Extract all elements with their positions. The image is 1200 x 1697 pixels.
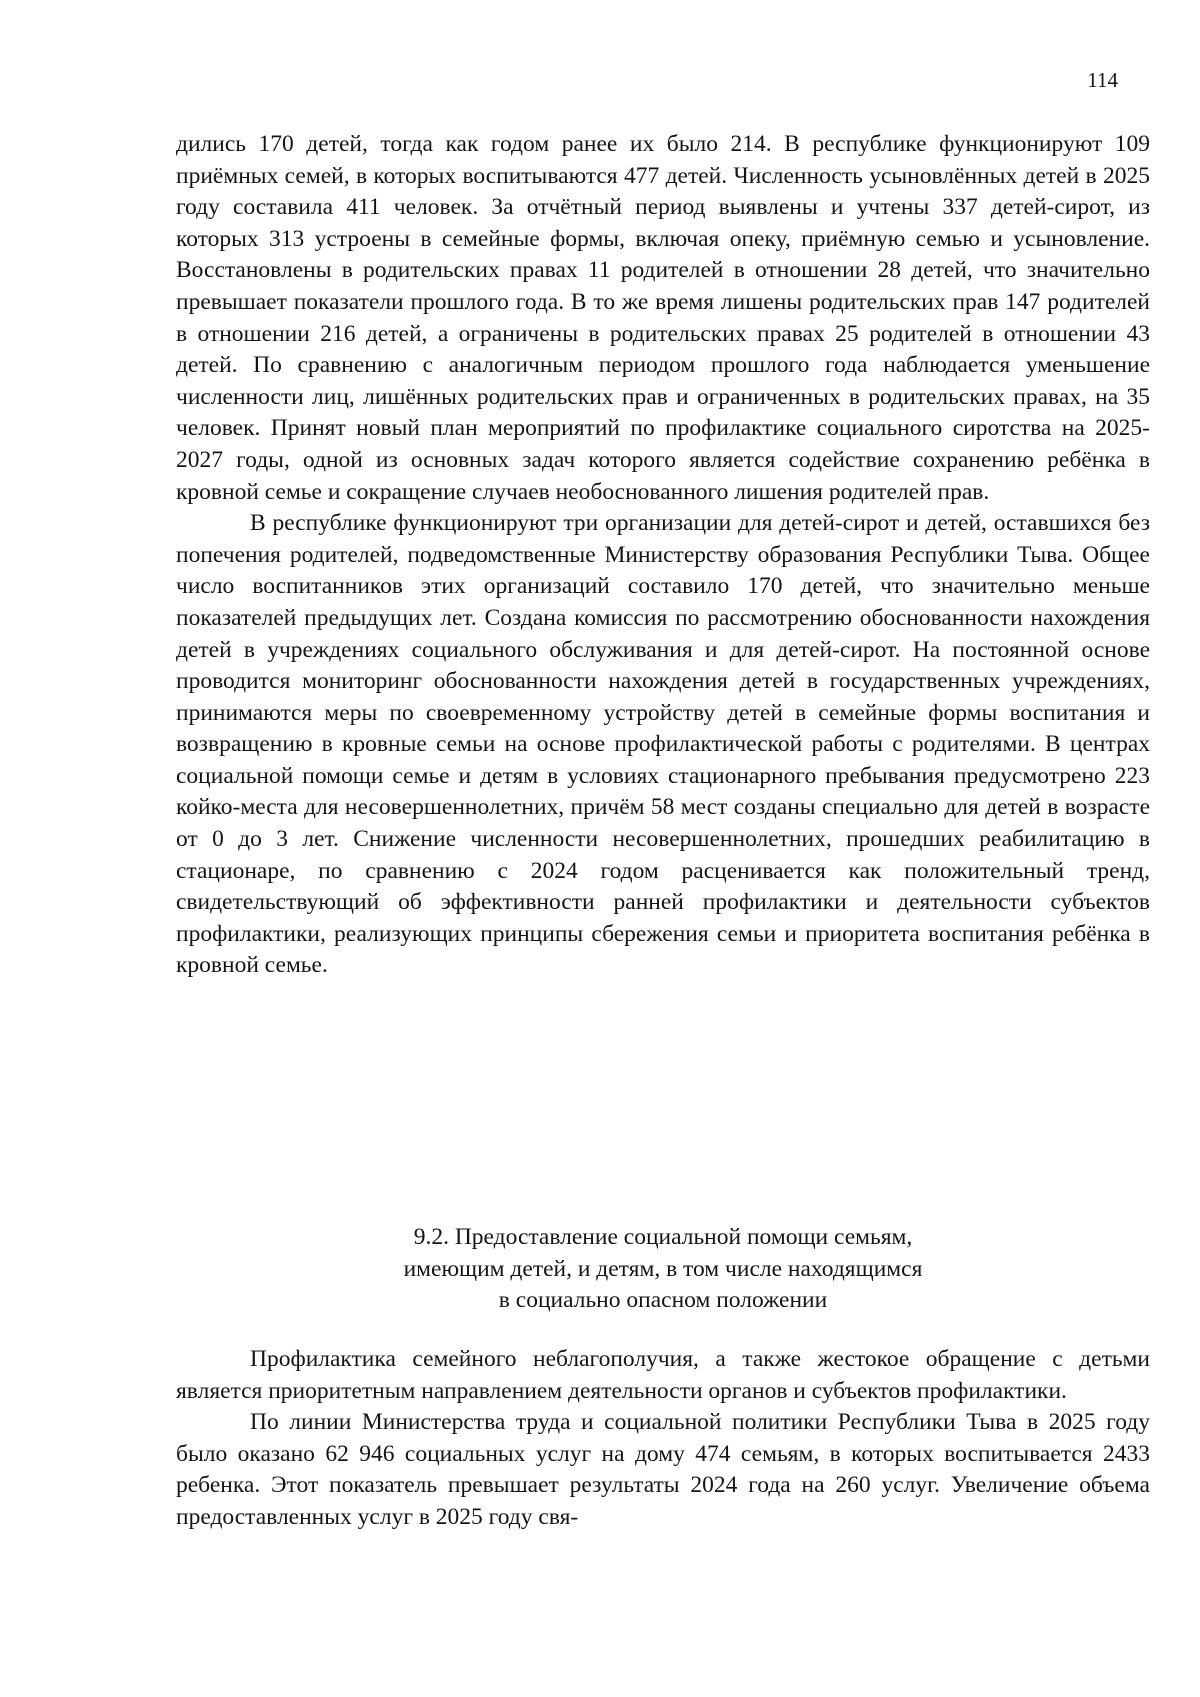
page-number: 114 xyxy=(1087,68,1118,92)
section-heading-line: в социально опасном положении xyxy=(498,1287,828,1314)
body-text-bottom xyxy=(176,1344,1150,1534)
paragraph-orphanage-organizations: В республике функционируют три организации для детей-сирот и детей, оставшихся без попечения родителей, подведомственные Министерству образования Республики Тыва. Общее число воспитанников этих организаций составило 170 детей, что значительно меньше показателей предыдущих лет. Создана комиссия по рассмотрению обоснованности нахождения детей в учреждениях социального обслуживания и для детей-сирот. На постоянной основе проводится мониторинг обоснованности нахождения детей в государственных учреждениях, принимаются меры по своевременному устройству детей в семейные формы воспитания и возвращению в кровные семьи на основе профилактической работы с родителями. В центрах социальной помощи семье и детям в условиях стационарного пребывания предусмотрено 223 койко-места для несовершеннолетних, причём 58 мест созданы специально для детей в возрасте от 0 до 3 лет. Снижение численности несовершеннолетних, прошедших реабилитацию в стационаре, по сравнению с 2024 годом расценивается как положительный тренд, свидетельствующий об эффективности ранней профилактики и деятельности субъектов профилактики, реализующих принципы сбережения семьи и приоритета воспитания ребёнка в кровной семье. xyxy=(176,510,1150,979)
paragraph-continuation: дились 170 детей, тогда как годом ранее их было 214. В республике функционируют 109 приёмных семей, в которых воспитываются 477 детей. Численность усыновлённых детей в 2025 году составила 411 человек. За отчётный период выявлены и учтены 337 детей-сирот, из которых 313 устроены в семейные формы, включая опеку, приёмную семью и усыновление. Восстановлены в родительских правах 11 родителей в отношении 28 детей, что значительно превышает показатели прошлого года. В то же время лишены родительских прав 147 родителей в отношении 216 детей, а ограничены в родительских правах 25 родителей в отношении 43 детей. По сравнению с аналогичным периодом прошлого года наблюдается уменьшение численности лиц, лишённых родительских прав и ограниченных в родительских правах, на 35 человек. Принят новый план мероприятий по профилактике социального сиротства на 2025-2027 годы, одной из основных задач которого является содействие сохранению ребёнка в кровной семье и сокращение случаев необоснованного лишения родителей прав. xyxy=(176,131,1150,505)
section-heading-line: 9.2. Предоставление социальной помощи семьям, xyxy=(413,1224,913,1250)
body-text-top xyxy=(176,129,1150,982)
paragraph-ministry-services: По линии Министерства труда и социальной политики Республики Тыва в 2025 году было оказано 62 946 социальных услуг на дому 474 семьям, в которых воспитывается 2433 ребенка. Этот показатель превышает результаты 2024 года на 260 услуг. Увеличение объема предоставленных услуг в 2025 году свя- xyxy=(176,1409,1150,1530)
section-heading-line: имеющим детей, и детям, в том числе находящимся xyxy=(403,1255,923,1282)
paragraph-prevention-priority: Профилактика семейного неблагополучия, а также жестокое обращение с детьми является приоритетным направлением деятельности органов и субъектов профилактики. xyxy=(176,1346,1150,1404)
section-heading xyxy=(176,1222,1150,1317)
